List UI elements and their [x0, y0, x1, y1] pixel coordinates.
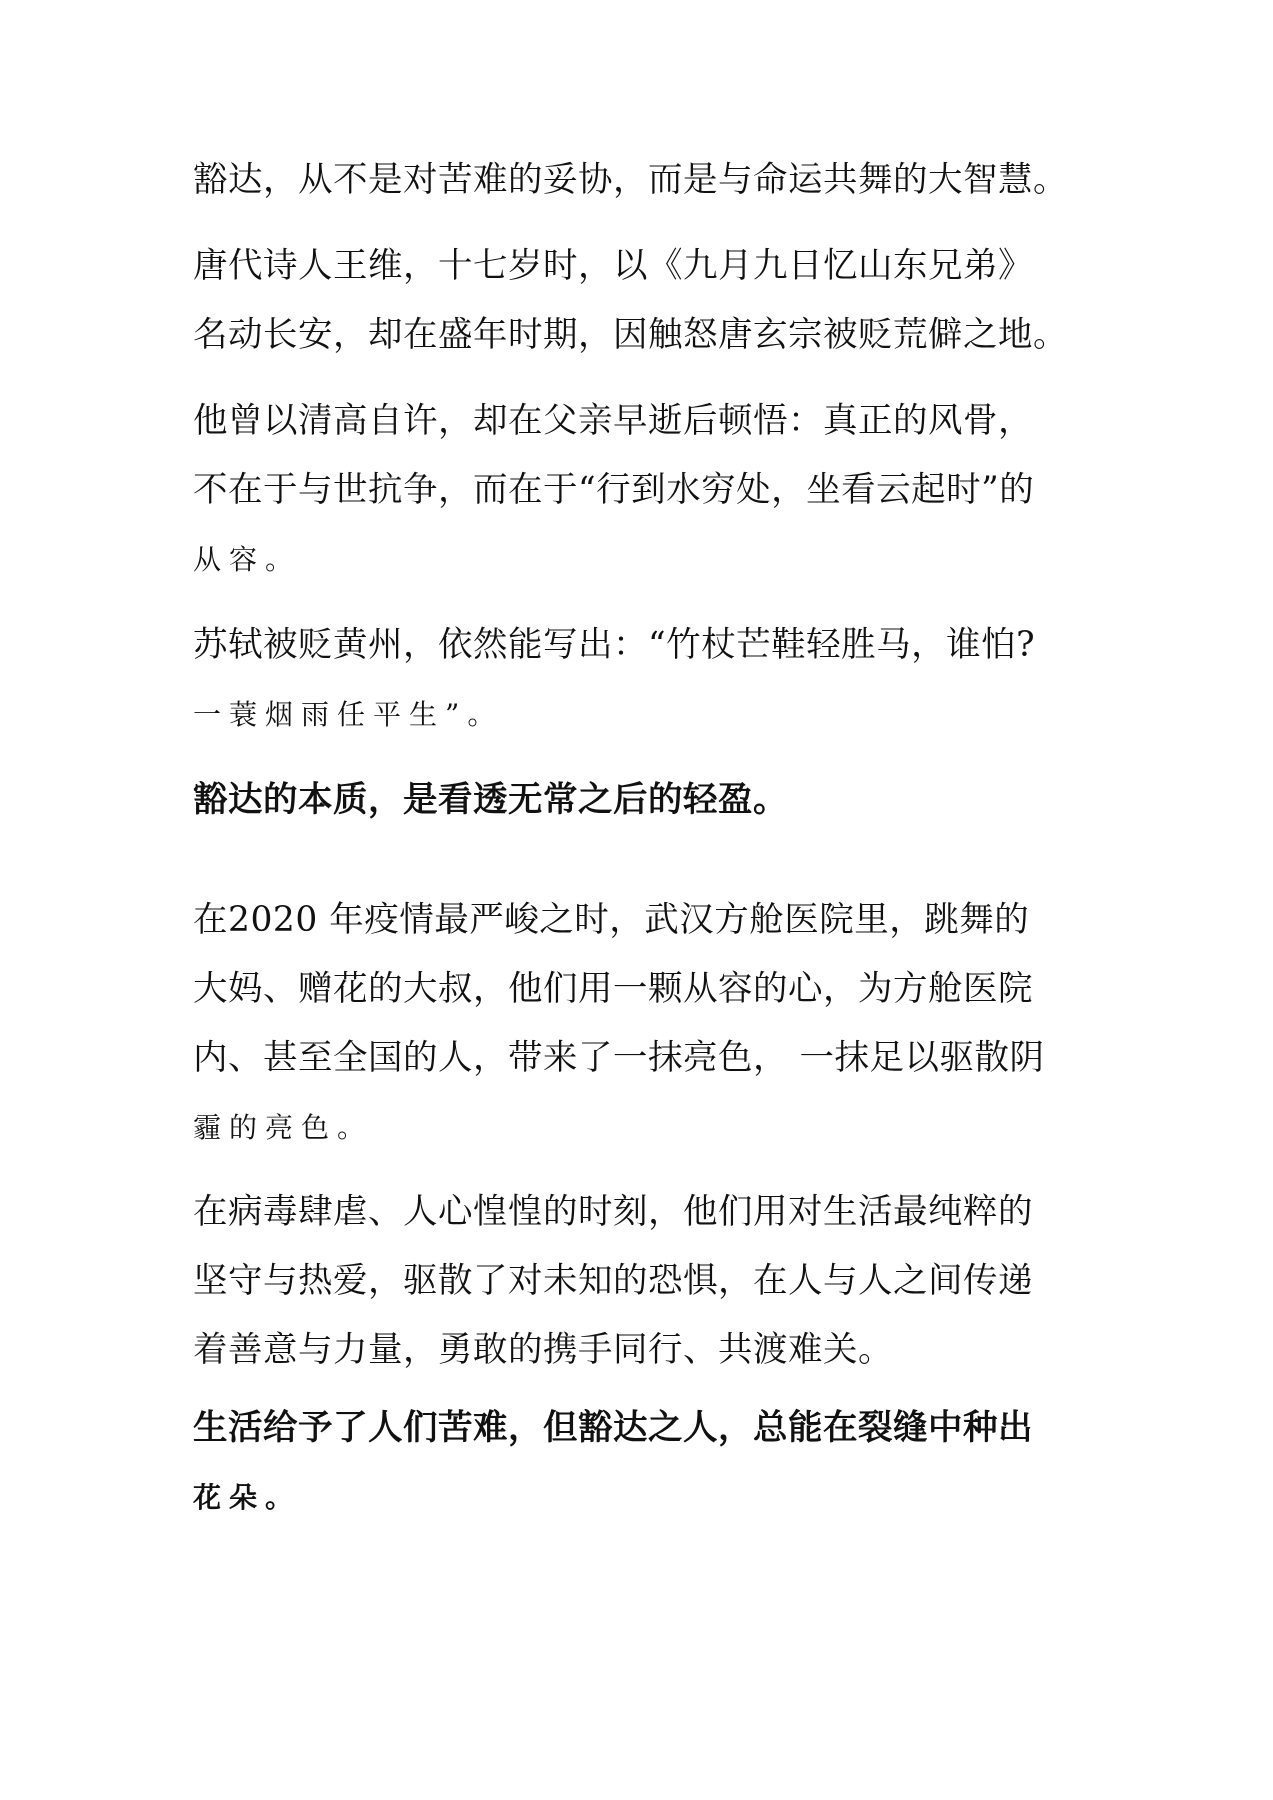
paragraph-3	[193, 387, 1093, 594]
paragraph-line: 在病毒肆虐、人心惶惶的时刻，他们用对生活最纯粹的	[193, 1192, 1033, 1232]
paragraph-2	[193, 232, 1093, 370]
paragraph-4	[193, 611, 1093, 749]
paragraph-line: 生活给予了人们苦难，但豁达之人，总能在裂缝中种出	[193, 1408, 1033, 1448]
paragraph-line: 名动长安，却在盛年时期，因触怒唐玄宗被贬荒僻之地。	[193, 315, 1068, 355]
paragraph-line: 豁达的本质，是看透无常之后的轻盈。	[193, 780, 788, 820]
paragraph-6	[193, 886, 1093, 1162]
paragraph-line: 一蓑烟雨任平生”。	[193, 698, 504, 731]
paragraph-line: 着善意与力量，勇敢的携手同行、共渡难关。	[193, 1330, 893, 1370]
paragraph-line: 苏轼被贬黄州，依然能写出：“竹杖芒鞋轻胜马，谁怕?	[193, 625, 1036, 665]
paragraph-line: 坚守与热爱，驱散了对未知的恐惧，在人与人之间传递	[193, 1261, 1033, 1301]
paragraph-line: 内、甚至全国的人，带来了一抹亮色， 一抹足以驱散阴	[193, 1038, 1045, 1078]
paragraph-1	[193, 146, 1093, 215]
paragraph-7	[193, 1178, 1093, 1385]
paragraph-5-emphasis	[193, 766, 1093, 835]
paragraph-line: 霾的亮色。	[193, 1111, 374, 1144]
paragraph-line: 大妈、赠花的大叔，他们用一颗从容的心，为方舱医院	[193, 969, 1033, 1009]
paragraph-line: 豁达，从不是对苦难的妥协，而是与命运共舞的大智慧。	[193, 160, 1068, 200]
paragraph-8-emphasis	[193, 1394, 1093, 1532]
paragraph-line: 在2020 年疫情最严峻之时，武汉方舱医院里，跳舞的	[193, 900, 1030, 940]
paragraph-line: 不在于与世抗争，而在于“行到水穷处，坐看云起时”的	[193, 470, 1035, 510]
paragraph-line: 唐代诗人王维，十七岁时，以《九月九日忆山东兄弟》	[193, 246, 1033, 286]
paragraph-line: 从容。	[193, 543, 302, 576]
paragraph-line: 花朵。	[193, 1481, 302, 1514]
paragraph-line: 他曾以清高自许，却在父亲早逝后顿悟：真正的风骨，	[193, 401, 1033, 441]
